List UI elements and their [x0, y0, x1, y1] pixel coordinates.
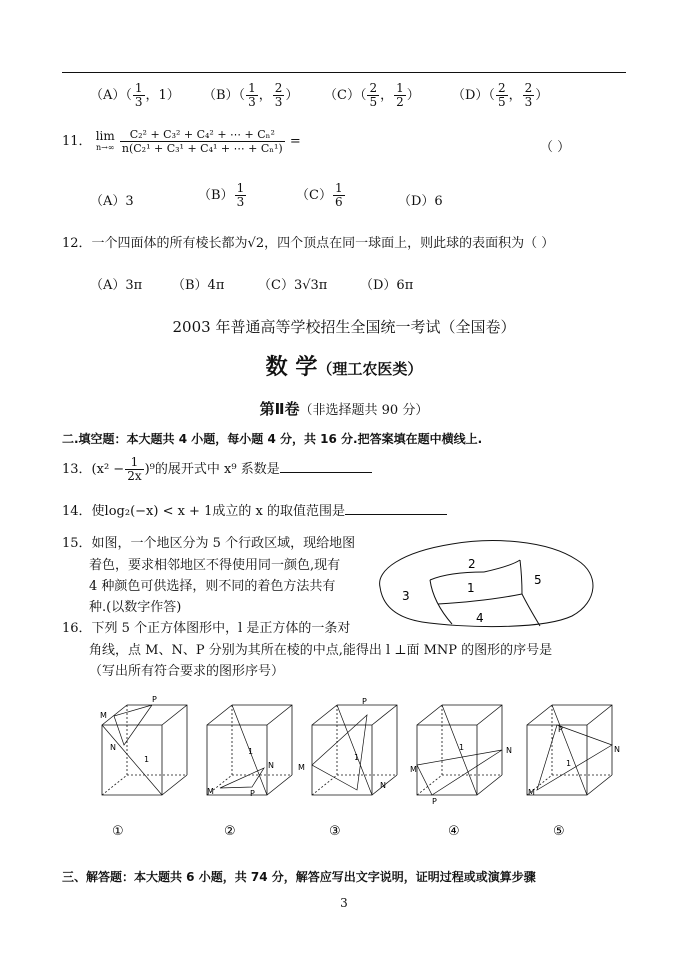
map-region-label: 1 — [467, 581, 475, 595]
q15-line-4: 种.(以数字作答) — [89, 600, 182, 615]
q12-option-b: （B）4π — [172, 278, 225, 293]
exam-title: 2003 年普通高等学校招生全国统一考试（全国卷） — [172, 318, 516, 336]
point-label-n: N — [380, 781, 386, 790]
point-label-l: 1 — [459, 743, 465, 752]
q14-answer-blank[interactable] — [345, 502, 447, 515]
point-label-m: M — [207, 787, 214, 796]
cube-figure-5 — [527, 705, 612, 795]
q16-line-1: 16．下列 5 个正方体图形中，l 是正方体的一条对 — [62, 621, 351, 636]
q13-answer-blank[interactable] — [280, 460, 372, 473]
point-label-l: 1 — [248, 747, 254, 756]
q11-option-d: （D）6 — [398, 194, 443, 209]
map-region-label: 4 — [476, 611, 484, 625]
point-label-n: N — [110, 743, 116, 752]
map-border-3-4 — [430, 580, 452, 624]
map-border-2-1 — [484, 560, 520, 572]
cube-label-4: ④ — [448, 824, 460, 839]
part-title: 第Ⅱ卷（非选择题共 90 分） — [259, 400, 429, 418]
q15-line-3: 4 种颜色可供选择，则不同的着色方法共有 — [89, 579, 336, 594]
point-label-p: P — [362, 697, 367, 706]
q12-option-a: （A）3π — [90, 278, 143, 293]
q11-stem: 11． lim n→∞ $\frac{\text{C₂² + C₃² + C₄² + ⋯ + Cₙ²}}{\text{n(C₂¹ + C₃¹ + C₄¹ + ⋯ + Cₙ¹)}}$ = — [62, 128, 301, 155]
point-label-m: M — [528, 788, 535, 797]
q15-line-1: 15．如图，一个地区分为 5 个行政区域，现给地图 — [62, 536, 356, 551]
cube-label-3: ③ — [329, 824, 341, 839]
map-region-label: 2 — [468, 557, 476, 571]
section-3-heading: 三、解答题：本大题共 6 小题，共 74 分，解答应写出文字说明，证明过程或或演算步骤 — [62, 870, 536, 884]
map-border-1-5 — [520, 560, 540, 626]
point-label-l: 1 — [566, 759, 572, 768]
q11-option-a: （A）3 — [90, 194, 134, 209]
section-2-heading: 二.填空题：本大题共 4 小题，每小题 4 分，共 16 分.把答案填在题中横线上. — [62, 432, 483, 446]
q14-stem: 14．使log₂(−x) < x + 1成立的 x 的取值范围是 — [62, 500, 447, 519]
point-label-p: P — [152, 695, 157, 704]
q16-line-2: 角线，点 M、N、P 分别为其所在棱的中点,能得出 l ⊥面 MNP 的图形的序号是 — [89, 643, 553, 658]
map-region-label: 5 — [534, 573, 542, 587]
point-label-m: M — [100, 711, 107, 720]
subject-title: 数 学（理工农医类） — [265, 355, 423, 380]
q10-option-b: （B）（ $\frac{1}{3}$ ， $\frac{2}{3}$ ） — [203, 81, 299, 109]
q12-option-c: （C）3√3π — [258, 278, 328, 293]
q16-cube-figures — [92, 690, 632, 850]
map-border-3-1 — [430, 572, 484, 580]
q11-option-b: （B） $\frac{1}{3}$ — [198, 181, 245, 209]
map-outline — [380, 541, 593, 627]
page-number: 3 — [340, 896, 348, 910]
map-border-1-4 — [438, 594, 522, 604]
cube-label-2: ② — [224, 824, 236, 839]
q10-option-d: （D）（ $\frac{2}{5}$ ， $\frac{2}{3}$ ） — [452, 81, 549, 109]
point-label-n: N — [268, 761, 274, 770]
cube-label-1: ① — [112, 824, 124, 839]
q11-answer-paren: （ ） — [540, 140, 571, 155]
point-label-m: M — [298, 763, 305, 772]
point-label-n: N — [614, 745, 620, 754]
q16-line-3: （写出所有符合要求的图形序号） — [89, 664, 285, 679]
q15-region-map — [372, 532, 604, 632]
q10-option-a: （A）（ $\frac{1}{3}$ ，1） — [90, 81, 180, 109]
map-region-label: 3 — [402, 589, 410, 603]
point-label-l: 1 — [354, 753, 360, 762]
q12-stem: 12．一个四面体的所有棱长都为√2，四个顶点在同一球面上，则此球的表面积为（ ） — [62, 236, 555, 251]
point-label-p: P — [558, 725, 563, 734]
cube-label-5: ⑤ — [553, 824, 565, 839]
point-label-p: P — [432, 797, 437, 806]
point-label-m: M — [410, 765, 417, 774]
q12-option-d: （D）6π — [360, 278, 414, 293]
q13-stem: 13．(x² − $\frac{1}{2x}$ )⁹的展开式中 x⁹ 系数是 — [62, 456, 372, 483]
q15-line-2: 着色，要求相邻地区不得使用同一颜色,现有 — [89, 558, 341, 573]
q11-option-c: （C） $\frac{1}{6}$ — [296, 181, 343, 209]
q10-option-c: （C）（ $\frac{2}{5}$ ， $\frac{1}{2}$ ） — [324, 81, 420, 109]
header-rule — [62, 72, 626, 73]
point-label-n: N — [506, 746, 512, 755]
point-label-p: P — [250, 789, 255, 798]
point-label-l: 1 — [144, 755, 150, 764]
